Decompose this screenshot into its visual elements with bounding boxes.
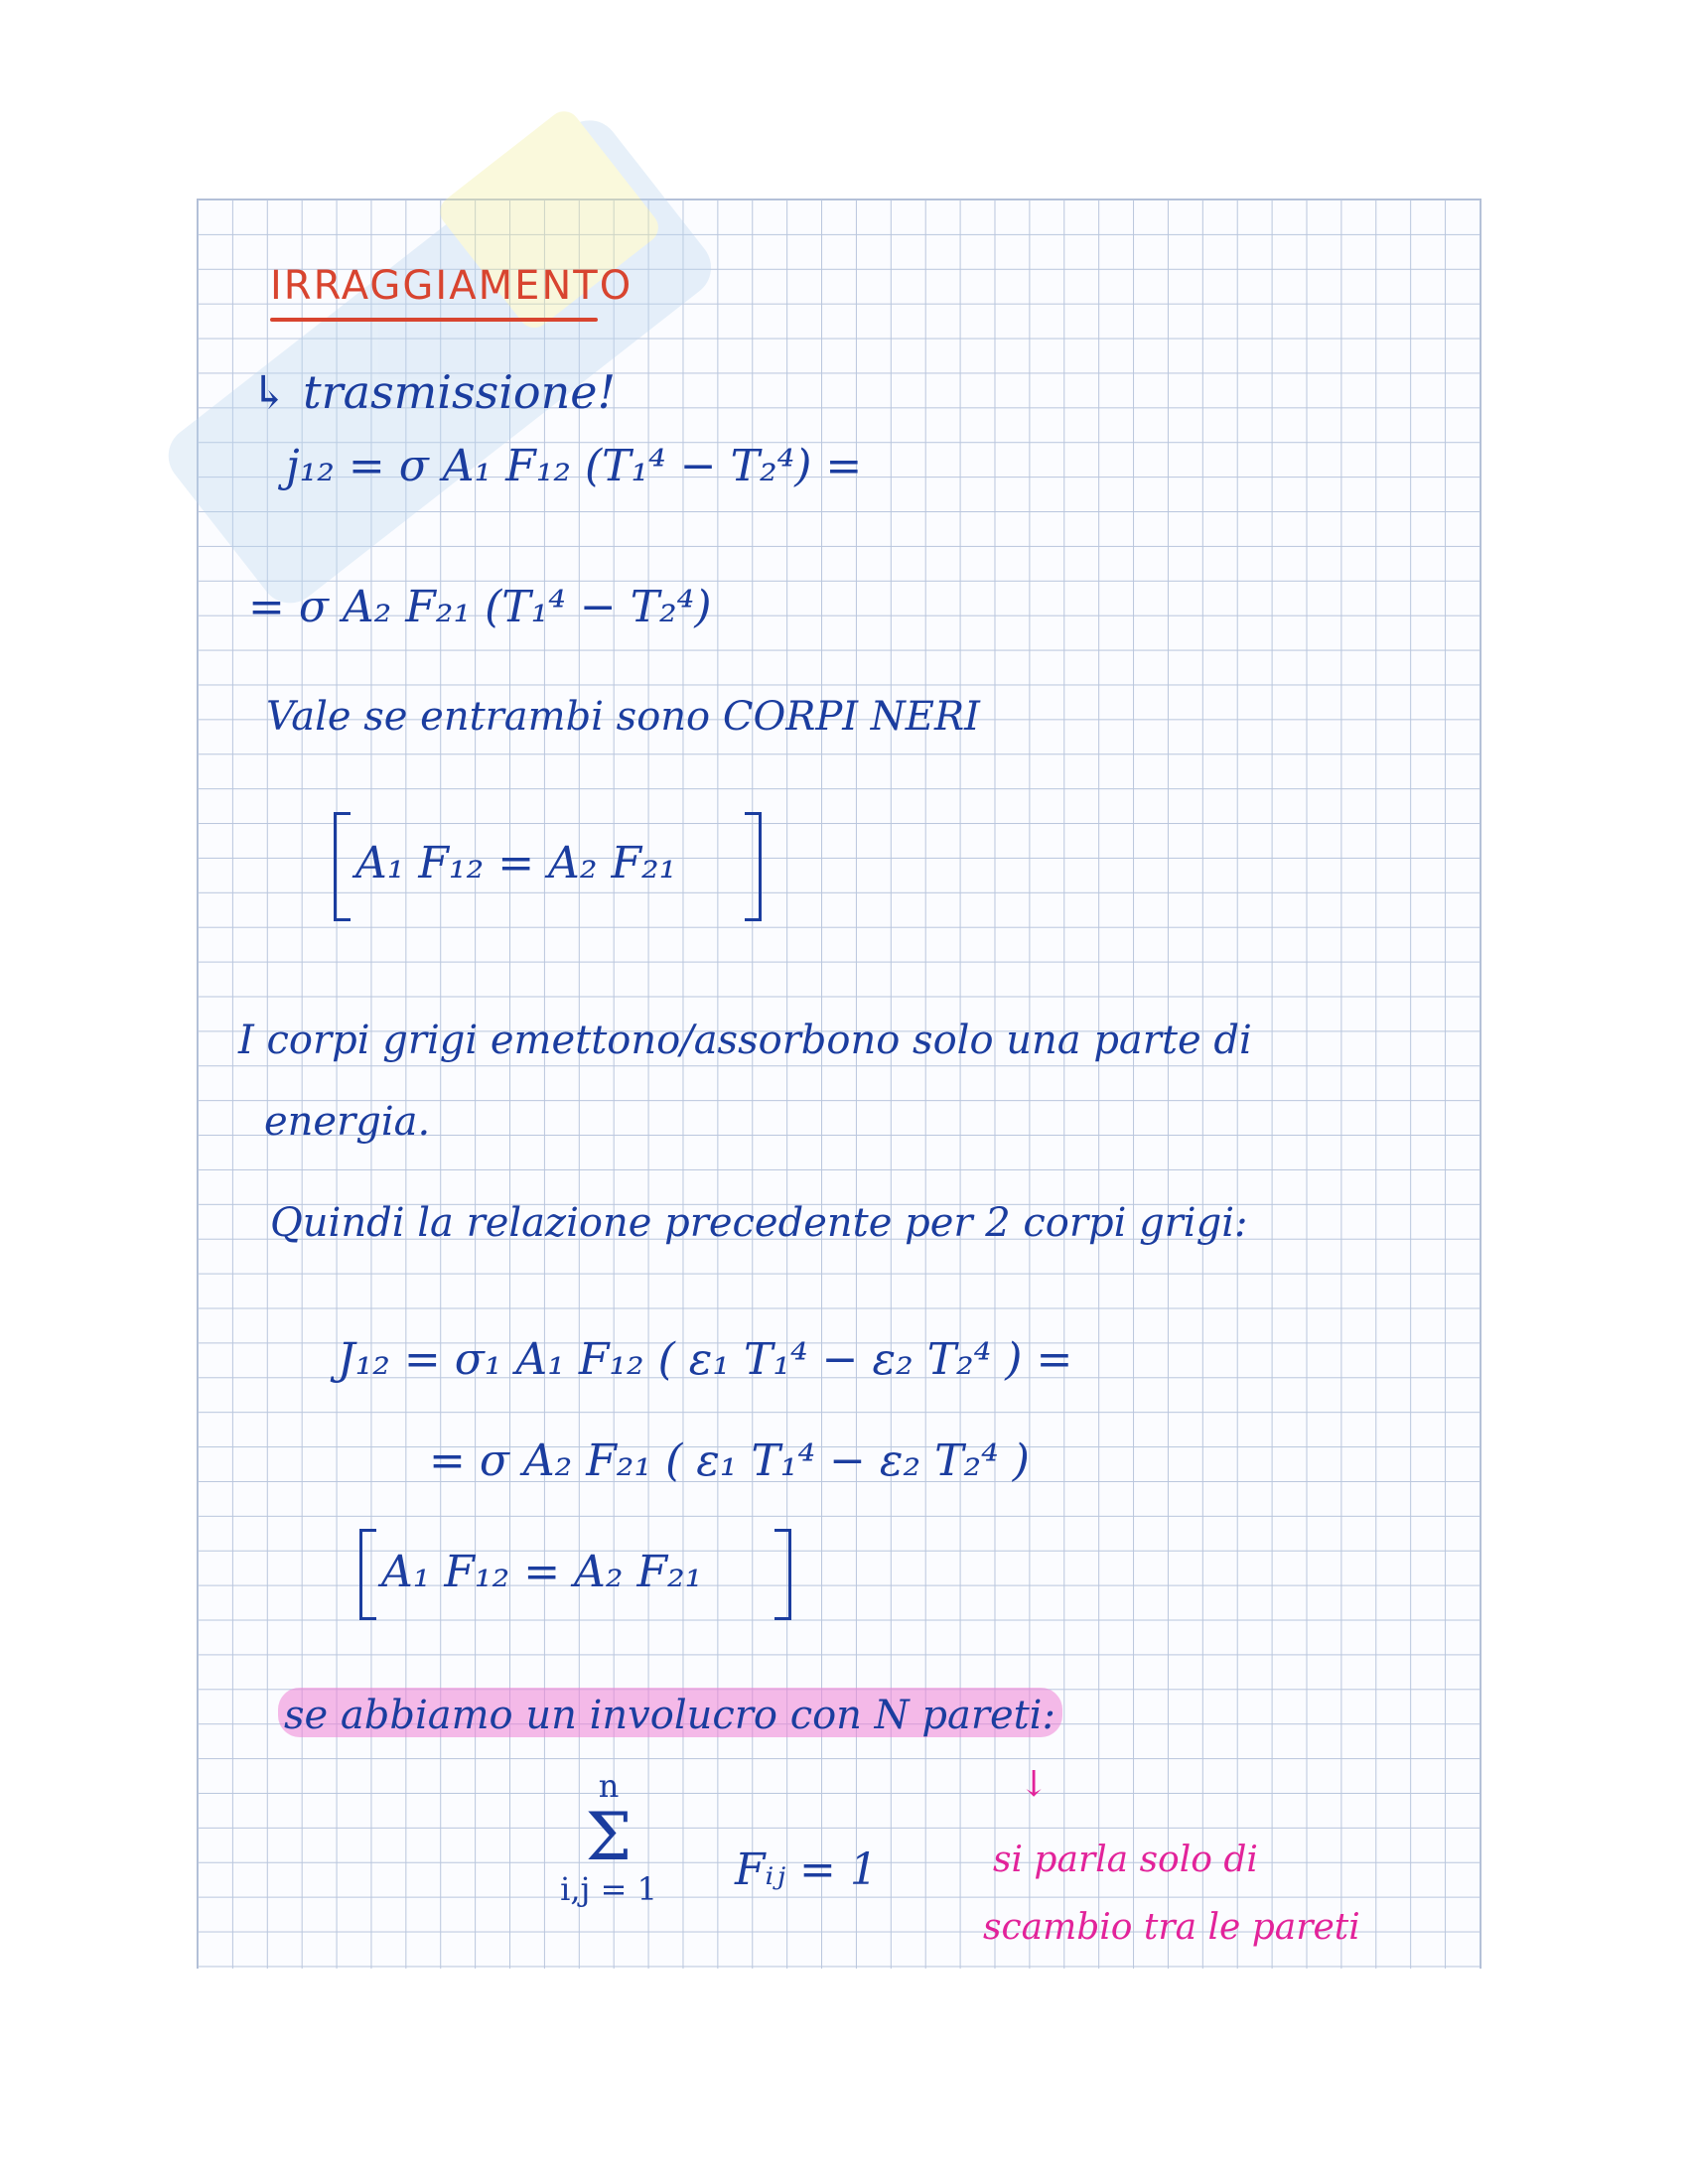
section2-line3: Quindi la relazione precedente per 2 corpi grigi: bbox=[270, 1200, 1248, 1246]
section2-eq2: = σ A₂ F₂₁ ( ε₁ T₁⁴ − ε₂ T₂⁴ ) bbox=[429, 1435, 1030, 1486]
sum-upper: n bbox=[598, 1767, 620, 1805]
section3-sum-rhs: Fᵢⱼ = 1 bbox=[735, 1844, 878, 1895]
sum-symbol: Σ bbox=[585, 1799, 633, 1875]
section3-enclosure: se abbiamo un involucro con N pareti: bbox=[284, 1693, 1055, 1738]
section1-reciprocity: A₁ F₁₂ = A₂ F₂₁ bbox=[355, 838, 677, 888]
section2-eq1: J₁₂ = σ₁ A₁ F₁₂ ( ε₁ T₁⁴ − ε₂ T₂⁴ ) = bbox=[338, 1334, 1073, 1385]
bracket-left-2 bbox=[359, 1529, 376, 1620]
page-title: IRRAGGIAMENTO bbox=[270, 263, 633, 309]
section2-line2: energia. bbox=[264, 1099, 431, 1145]
section2-reciprocity: A₁ F₁₂ = A₂ F₂₁ bbox=[381, 1547, 703, 1597]
sum-lower: i,j = 1 bbox=[560, 1870, 657, 1908]
section2-line1: I corpi grigi emettono/assorbono solo una parte di bbox=[238, 1018, 1252, 1063]
note-line2: scambio tra le pareti bbox=[983, 1907, 1360, 1948]
summation bbox=[554, 1767, 663, 1908]
transmission-label: ↳ trasmissione! bbox=[250, 365, 616, 419]
note-line1: si parla solo di bbox=[993, 1840, 1258, 1880]
section1-eq1: j₁₂ = σ A₁ F₁₂ (T₁⁴ − T₂⁴) = bbox=[286, 441, 863, 491]
note-arrow: ↓ bbox=[1019, 1764, 1050, 1805]
bracket-right-2 bbox=[774, 1529, 791, 1620]
title-underline bbox=[270, 318, 598, 322]
bracket-left-1 bbox=[334, 812, 351, 921]
section1-validity: Vale se entrambi sono CORPI NERI bbox=[266, 694, 980, 740]
section1-eq2: = σ A₂ F₂₁ (T₁⁴ − T₂⁴) bbox=[248, 582, 712, 632]
bracket-right-1 bbox=[745, 812, 762, 921]
